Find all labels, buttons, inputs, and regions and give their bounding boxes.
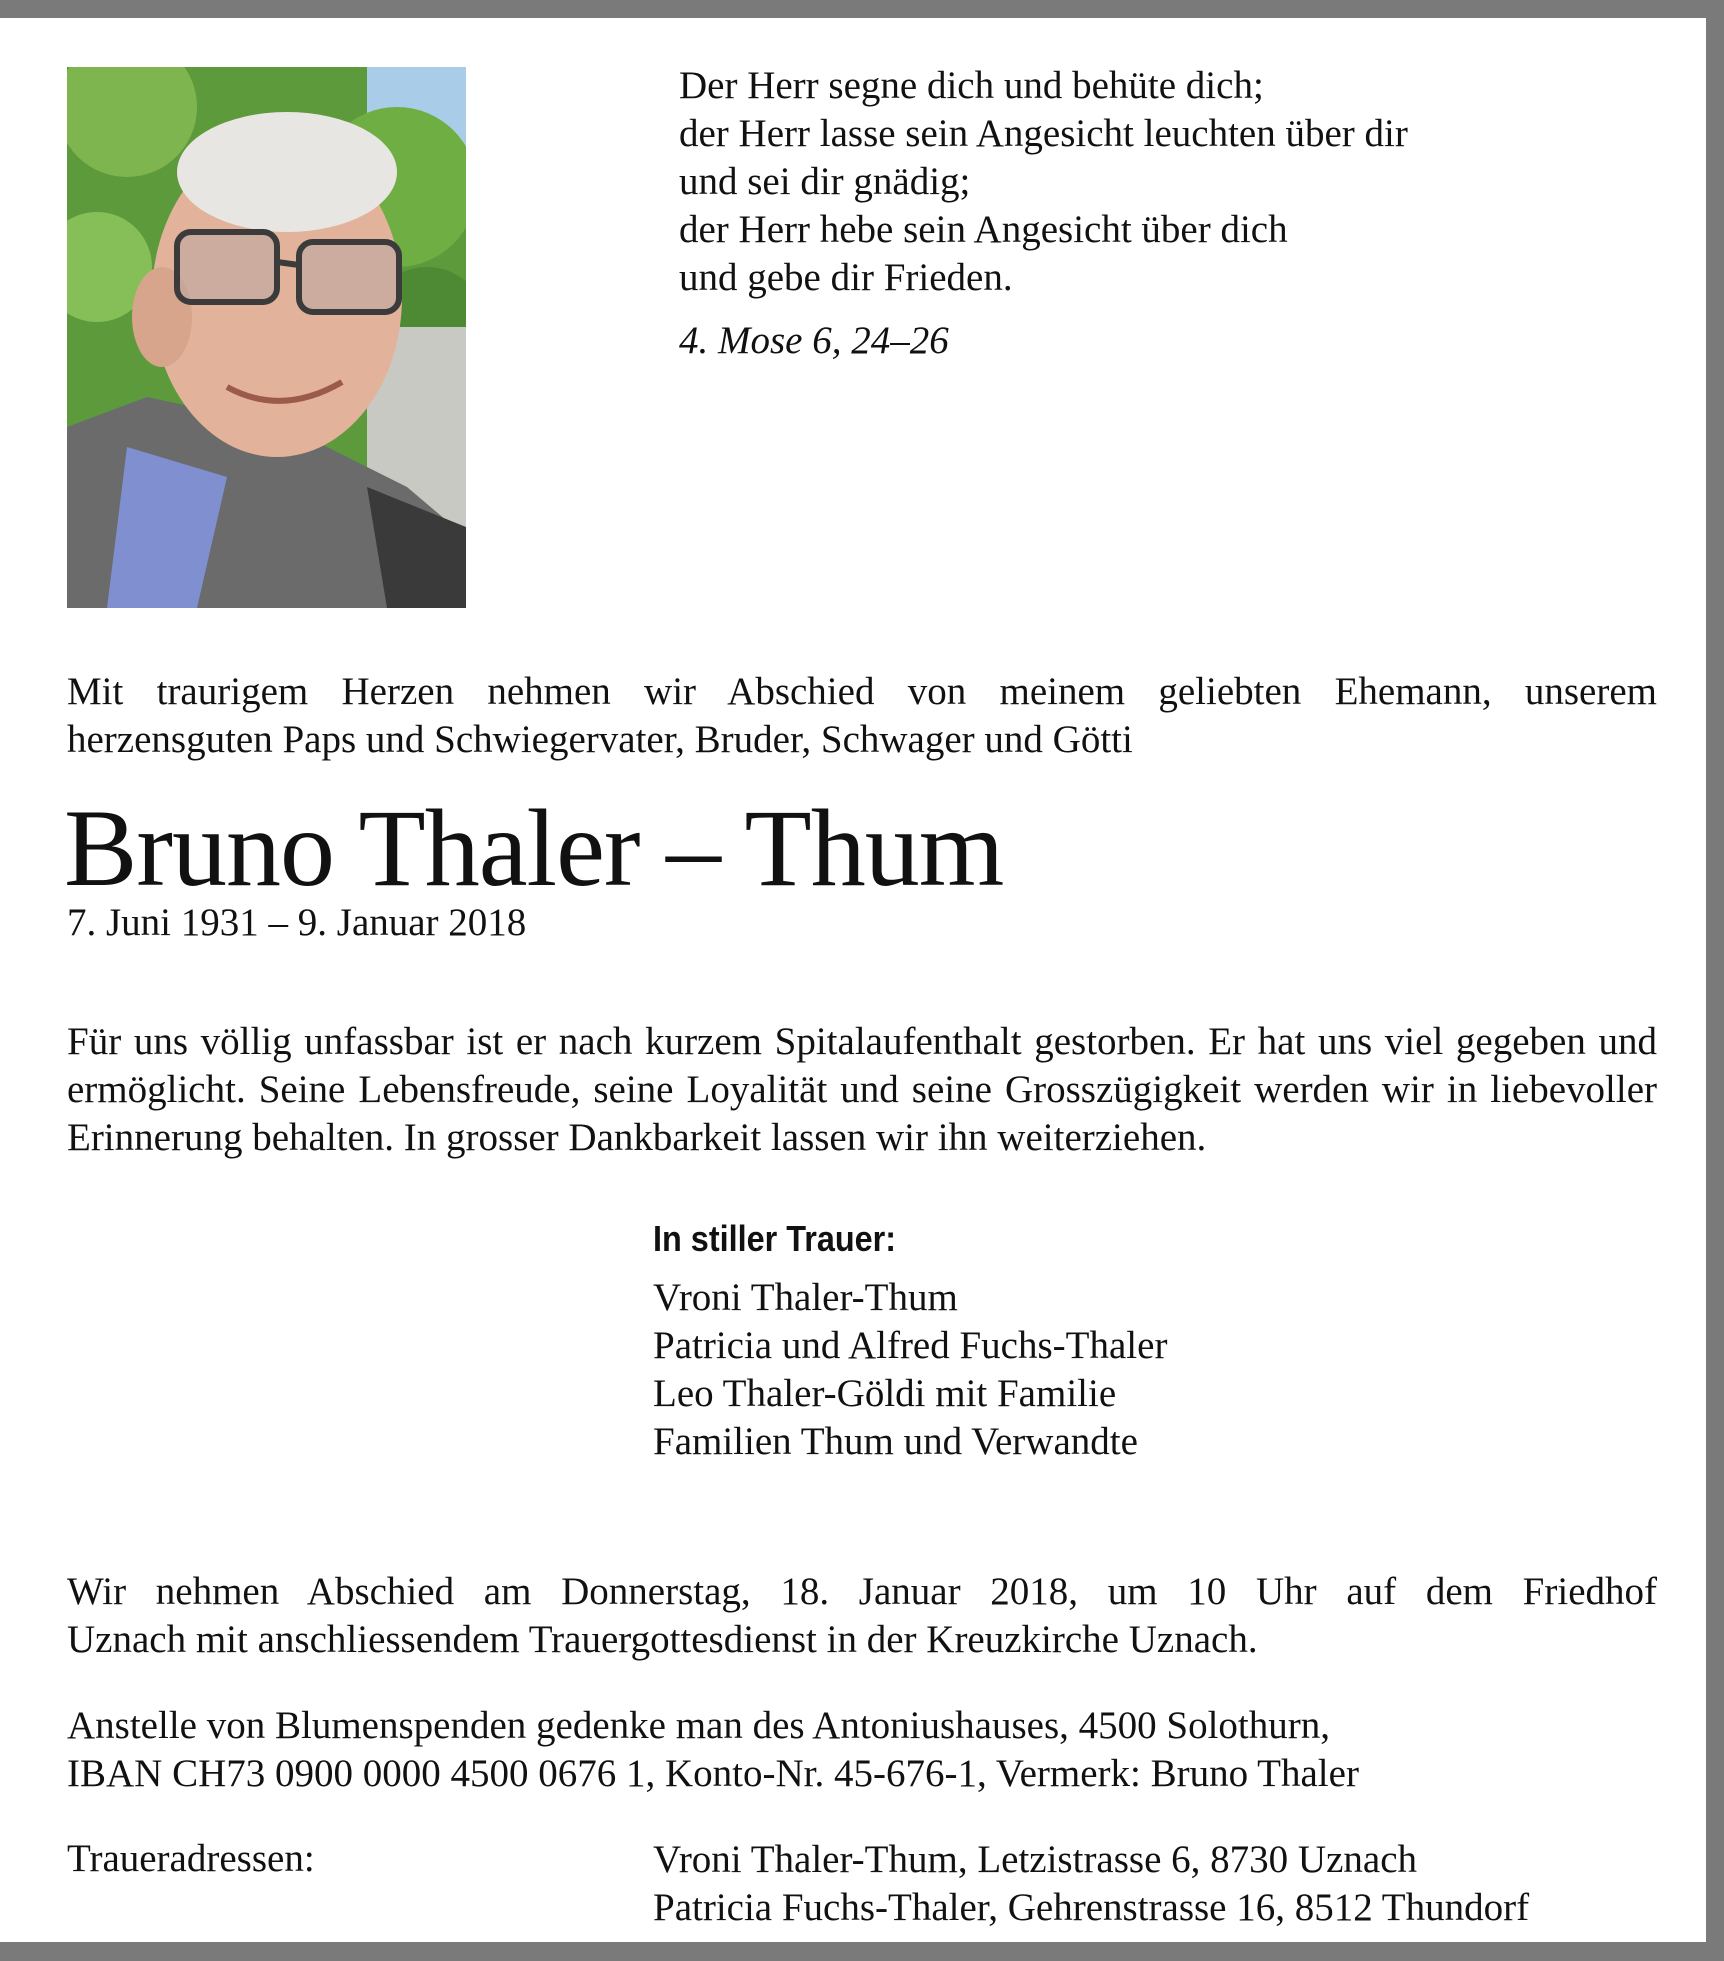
deceased-name: Bruno Thaler – Thum xyxy=(64,787,1004,909)
intro-line: Mit traurigem Herzen nehmen wir Abschied von meinem geliebten Ehemann, unserem xyxy=(67,670,1657,713)
mourner-name: Leo Thaler-Göldi mit Familie xyxy=(653,1372,1117,1415)
ceremony-line: Uznach mit anschliessendem Trauergottesdienst in der Kreuzkirche Uznach. xyxy=(67,1618,1258,1661)
mourner-name: Vroni Thaler-Thum xyxy=(653,1276,958,1319)
ceremony-text xyxy=(67,1568,1657,1664)
verse-line: und sei dir gnädig; xyxy=(679,160,971,203)
donation-text xyxy=(67,1702,1657,1798)
verse-line: und gebe dir Frieden. xyxy=(679,256,1013,299)
addresses-label: Traueradressen: xyxy=(67,1837,315,1880)
verse-line: der Herr lasse sein Angesicht leuchten über dir xyxy=(679,112,1408,155)
portrait-photo xyxy=(67,67,466,608)
intro-text xyxy=(67,668,1657,764)
donation-line: IBAN CH73 0900 0000 4500 0676 1, Konto-Nr. 45-676-1, Vermerk: Bruno Thaler xyxy=(67,1752,1359,1795)
mourning-address: Patricia Fuchs-Thaler, Gehrenstrasse 16, 8512 Thundorf xyxy=(653,1886,1530,1929)
mourner-name: Familien Thum und Verwandte xyxy=(653,1420,1138,1463)
mourning-address: Vroni Thaler-Thum, Letzistrasse 6, 8730 Uznach xyxy=(653,1838,1418,1881)
bible-verse xyxy=(679,62,1679,302)
verse-line: Der Herr segne dich und behüte dich; xyxy=(679,64,1264,107)
donation-line: Anstelle von Blumenspenden gedenke man des Antoniushauses, 4500 Solothurn, xyxy=(67,1704,1331,1747)
verse-line: der Herr hebe sein Angesicht über dich xyxy=(679,208,1288,251)
obituary-page xyxy=(0,18,1706,1942)
tribute-text: Für uns völlig unfassbar ist er nach kurzem Spitalaufenthalt gestorben. Er hat uns viel gegeben und ermöglicht. Seine Lebensfreude, seine Loyalität und seine Grosszügigkeit werden wir in liebevoller Erinnerung behalten. In grosser Dankbarkeit lassen wir ihn weiterziehen. xyxy=(67,1020,1657,1159)
verse-reference: 4. Mose 6, 24–26 xyxy=(679,319,949,362)
mourners-heading: In stiller Trauer: xyxy=(653,1218,897,1259)
intro-line: herzensguten Paps und Schwiegervater, Bruder, Schwager und Götti xyxy=(67,718,1133,761)
life-dates: 7. Juni 1931 – 9. Januar 2018 xyxy=(67,901,527,944)
mourner-name: Patricia und Alfred Fuchs-Thaler xyxy=(653,1324,1168,1367)
addresses-list xyxy=(653,1836,1529,1932)
ceremony-line: Wir nehmen Abschied am Donnerstag, 18. Januar 2018, um 10 Uhr auf dem Friedhof xyxy=(67,1570,1657,1613)
mourners-list xyxy=(653,1274,1167,1466)
